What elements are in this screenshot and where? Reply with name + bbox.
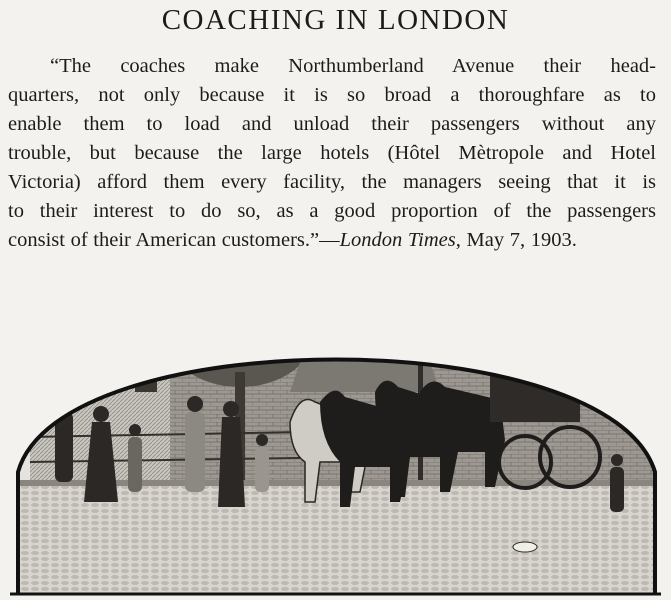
quote-line: Victoria) afford them every facility, the managers seeing that it is: [8, 171, 656, 193]
quote-text: consist of their American customers.”—: [8, 229, 340, 251]
coach-and-horses-engraving-icon: [0, 262, 671, 600]
page-title: COACHING IN LONDON: [161, 4, 510, 36]
quote-line: quarters, not only because it is so broad a thoroughfare as to: [8, 84, 656, 106]
quote-block: [8, 52, 656, 255]
quote-date: , May 7, 1903.: [455, 229, 577, 251]
quote-line: trouble, but because the large hotels (Hôtel Mètropole and Hotel: [8, 142, 656, 164]
quote-source: London Times: [339, 229, 456, 251]
quote-line: to their interest to do so, as a good proportion of the passengers: [8, 200, 656, 222]
quote-line: enable them to load and unload their passengers without any: [8, 113, 656, 135]
quote-line: “The coaches make Northumberland Avenue their head-: [50, 55, 656, 77]
quote-last-line: [8, 226, 656, 255]
